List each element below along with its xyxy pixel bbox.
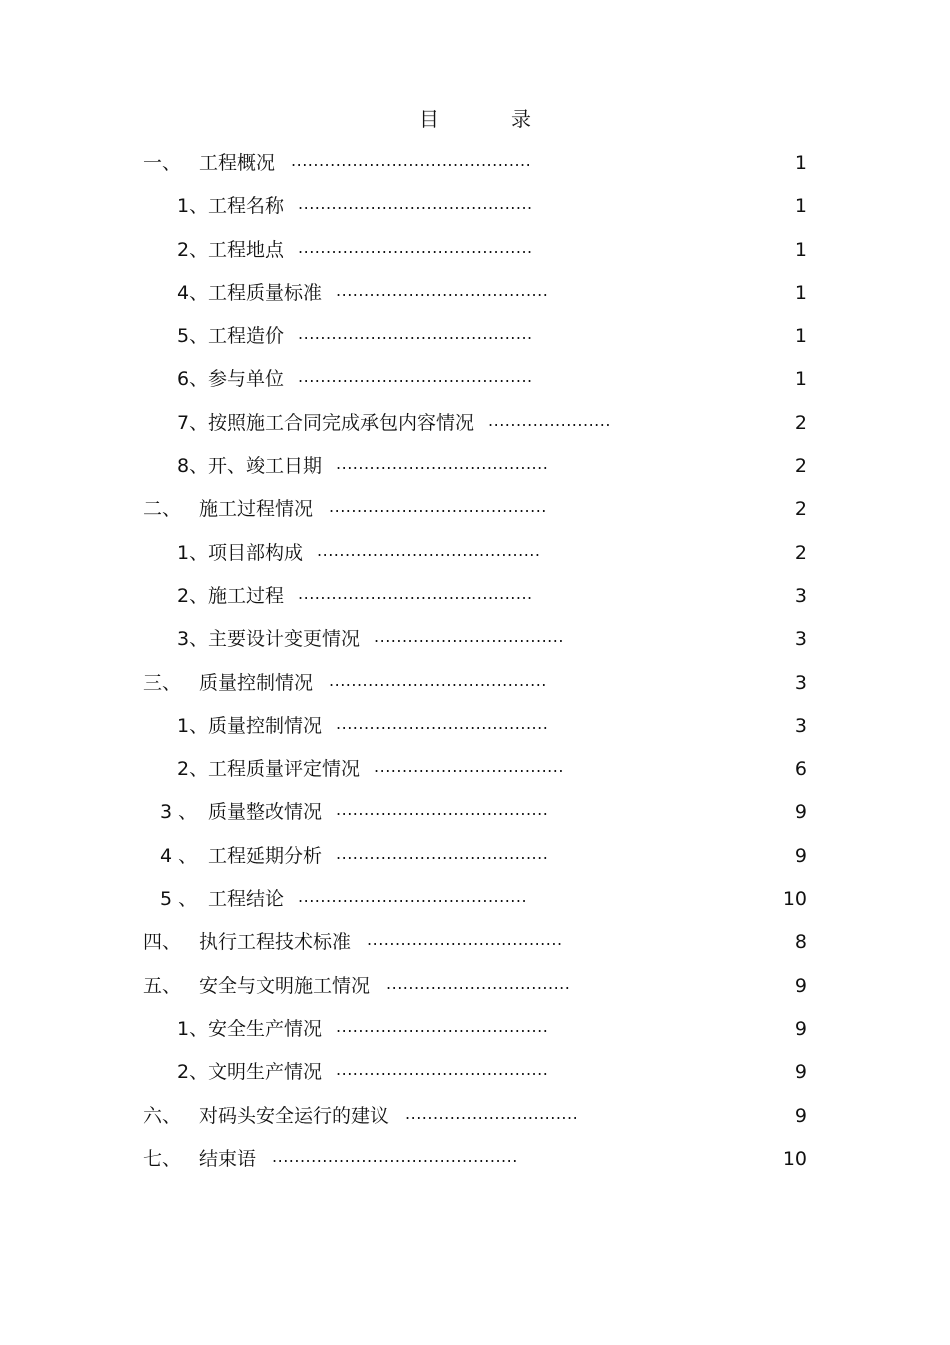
toc-entry-leader: ....................................... xyxy=(329,497,547,517)
toc-entry-label: 对码头安全运行的建议 xyxy=(199,1104,390,1127)
toc-entry[interactable] xyxy=(0,1139,950,1182)
toc-entry-number: 3 、 xyxy=(160,801,198,824)
toc-entry-page: 8 xyxy=(794,931,807,954)
toc-entry-page: 3 xyxy=(794,584,807,607)
toc-entry-leader: ........................................... xyxy=(291,151,532,170)
toc-entry[interactable] xyxy=(0,403,950,446)
toc-entry-leader: ....................................... xyxy=(329,670,547,690)
toc-entry-number: 1、 xyxy=(177,541,209,564)
toc-entry-label: 工程名称 xyxy=(208,195,285,218)
toc-entry-number: 3、 xyxy=(177,628,209,651)
toc-entry-number: 2、 xyxy=(177,758,209,781)
toc-entry[interactable] xyxy=(0,663,950,706)
toc-entry-leader: ........................................ xyxy=(317,540,541,560)
toc-entry-leader: ......................................... xyxy=(298,887,528,907)
toc-entry-label: 质量整改情况 xyxy=(208,801,323,824)
toc-entry-leader: ...................................... xyxy=(336,280,549,300)
toc-entry[interactable] xyxy=(0,533,950,576)
toc-entry[interactable] xyxy=(0,489,950,532)
table-of-contents xyxy=(0,143,950,1182)
toc-entry-page: 1 xyxy=(794,238,807,261)
toc-entry-label: 主要设计变更情况 xyxy=(208,628,361,651)
toc-entry-leader: .......................................... xyxy=(298,194,533,214)
toc-entry[interactable] xyxy=(0,922,950,965)
toc-entry[interactable] xyxy=(0,836,950,879)
toc-entry-number: 四、 xyxy=(143,931,182,954)
toc-entry-leader: .................................. xyxy=(374,757,564,777)
toc-entry-leader: ...................................... xyxy=(336,454,549,474)
toc-entry[interactable] xyxy=(0,749,950,792)
toc-entry-label: 开、竣工日期 xyxy=(208,455,323,478)
toc-entry[interactable] xyxy=(0,143,950,186)
toc-entry-leader: ...................................... xyxy=(336,1060,549,1080)
toc-entry-label: 结束语 xyxy=(199,1147,257,1170)
toc-entry-page: 10 xyxy=(782,1147,807,1170)
toc-entry-page: 3 xyxy=(794,671,807,694)
toc-entry[interactable] xyxy=(0,879,950,922)
toc-entry-number: 七、 xyxy=(143,1147,182,1170)
toc-entry-leader: .......................................... xyxy=(298,583,533,603)
toc-entry-number: 2、 xyxy=(177,584,209,607)
toc-entry-leader: ...................... xyxy=(488,410,611,430)
toc-entry-label: 工程结论 xyxy=(208,888,285,911)
toc-entry[interactable] xyxy=(0,359,950,402)
toc-entry[interactable] xyxy=(0,446,950,489)
toc-entry-number: 二、 xyxy=(143,498,182,521)
toc-entry-page: 10 xyxy=(782,888,807,911)
toc-title: 目 录 xyxy=(419,107,557,131)
toc-entry-leader: ...................................... xyxy=(336,800,549,820)
toc-entry-label: 质量控制情况 xyxy=(208,714,323,737)
toc-entry-number: 1、 xyxy=(177,1017,209,1040)
toc-entry[interactable] xyxy=(0,619,950,662)
toc-entry-leader: .................................. xyxy=(374,627,564,647)
toc-entry-page: 1 xyxy=(794,325,807,348)
toc-entry-label: 施工过程情况 xyxy=(199,498,314,521)
toc-entry-page: 9 xyxy=(794,1061,807,1084)
toc-entry-page: 2 xyxy=(794,498,807,521)
toc-entry-label: 安全生产情况 xyxy=(208,1017,323,1040)
toc-entry-number: 7、 xyxy=(177,411,209,434)
toc-entry-label: 工程概况 xyxy=(199,152,276,174)
toc-entry[interactable] xyxy=(0,1096,950,1139)
toc-entry-leader: ............................... xyxy=(405,1103,579,1123)
toc-entry-label: 工程造价 xyxy=(208,325,285,348)
toc-entry-page: 1 xyxy=(794,281,807,304)
toc-entry[interactable] xyxy=(0,1052,950,1095)
toc-entry-label: 文明生产情况 xyxy=(208,1061,323,1084)
toc-entry-number: 六、 xyxy=(143,1104,182,1127)
toc-entry-label: 工程质量标准 xyxy=(208,281,323,304)
toc-entry-leader: ...................................... xyxy=(336,843,549,863)
toc-entry-page: 1 xyxy=(794,195,807,218)
toc-entry[interactable] xyxy=(0,576,950,619)
toc-entry[interactable] xyxy=(0,273,950,316)
toc-entry[interactable] xyxy=(0,186,950,229)
toc-entry-leader: ............................................ xyxy=(272,1146,518,1166)
toc-entry[interactable] xyxy=(0,230,950,273)
toc-entry-number: 5 、 xyxy=(160,888,198,911)
toc-entry-number: 2、 xyxy=(177,1061,209,1084)
toc-entry-number: 五、 xyxy=(143,974,182,997)
toc-entry-page: 3 xyxy=(794,628,807,651)
toc-entry-leader: ...................................... xyxy=(336,1016,549,1036)
toc-entry-page: 1 xyxy=(794,368,807,391)
toc-entry-page: 9 xyxy=(794,844,807,867)
toc-entry-page: 6 xyxy=(794,758,807,781)
toc-entry-label: 施工过程 xyxy=(208,584,285,607)
toc-entry-label: 工程延期分析 xyxy=(208,844,323,867)
toc-entry-label: 工程地点 xyxy=(208,238,285,261)
toc-entry-leader: ................................... xyxy=(367,930,563,950)
toc-entry-label: 工程质量评定情况 xyxy=(208,758,361,781)
toc-entry-number: 2、 xyxy=(177,238,209,261)
toc-entry-page: 2 xyxy=(794,541,807,564)
toc-entry-page: 1 xyxy=(794,152,807,174)
toc-entry-label: 按照施工合同完成承包内容情况 xyxy=(208,411,475,434)
toc-entry-page: 9 xyxy=(794,1017,807,1040)
toc-entry[interactable] xyxy=(0,706,950,749)
toc-entry[interactable] xyxy=(0,792,950,835)
toc-entry-page: 9 xyxy=(794,1104,807,1127)
toc-entry[interactable] xyxy=(0,1009,950,1052)
toc-entry-label: 执行工程技术标准 xyxy=(199,931,352,954)
toc-entry-label: 安全与文明施工情况 xyxy=(199,974,371,997)
toc-entry-page: 2 xyxy=(794,411,807,434)
toc-entry-page: 9 xyxy=(794,974,807,997)
toc-entry-number: 4、 xyxy=(177,281,209,304)
toc-entry-label: 质量控制情况 xyxy=(199,671,314,694)
toc-entry-leader: .......................................... xyxy=(298,324,533,344)
toc-entry-label: 项目部构成 xyxy=(208,541,304,564)
toc-entry[interactable] xyxy=(0,316,950,359)
toc-entry-number: 1、 xyxy=(177,195,209,218)
toc-entry-leader: .......................................... xyxy=(298,367,533,387)
toc-entry-number: 5、 xyxy=(177,325,209,348)
toc-entry-number: 三、 xyxy=(143,671,182,694)
toc-entry-number: 4 、 xyxy=(160,844,198,867)
toc-entry-leader: ...................................... xyxy=(336,713,549,733)
toc-entry-number: 1、 xyxy=(177,714,209,737)
toc-entry-number: 一、 xyxy=(143,152,182,174)
toc-entry-leader: ................................. xyxy=(386,973,571,993)
toc-entry-number: 8、 xyxy=(177,455,209,478)
toc-entry[interactable] xyxy=(0,966,950,1009)
toc-entry-page: 3 xyxy=(794,714,807,737)
toc-entry-leader: .......................................... xyxy=(298,237,533,257)
toc-entry-label: 参与单位 xyxy=(208,368,285,391)
toc-entry-page: 2 xyxy=(794,455,807,478)
toc-entry-page: 9 xyxy=(794,801,807,824)
toc-entry-number: 6、 xyxy=(177,368,209,391)
